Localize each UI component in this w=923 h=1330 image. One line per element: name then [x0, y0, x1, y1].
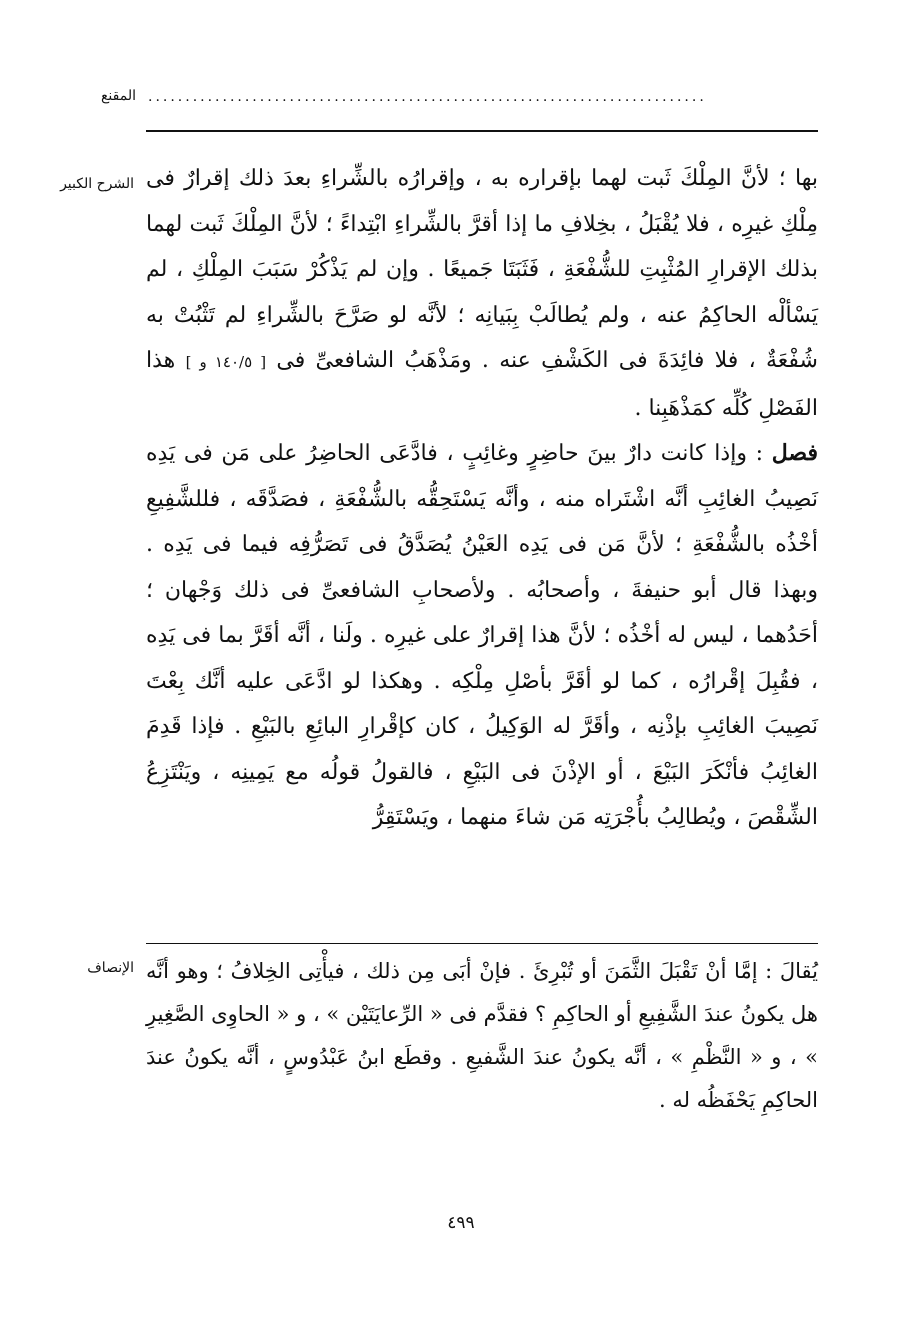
page-number: ٤٩٩	[447, 1213, 475, 1233]
paragraph-2	[146, 431, 818, 841]
paragraph-2-body: : وإذا كانت دارٌ بينَ حاضِرٍ وغائِبٍ ، فادَّعَى الحاضِرُ على مَن فى يَدِه نَصِيبُ الغائِبِ أنَّه اشْتَراه منه ، وأنَّه يَسْتَحِقُّه بالشُّفْعَةِ ، فصَدَّقَه ، فللشَّفِيعِ أخْذُه بالشُّفْعَةِ ؛ لأنَّ مَن فى يَدِه العَيْنُ يُصَدَّقُ فى تَصَرُّفِه فيما فى يَدِه . وبهذا قال أبو حنيفةَ ، وأصحابُه . ولأصحابِ الشافعىِّ فى ذلك وَجْهان ؛ أحَدُهما ، ليس له أخْذُه ؛ لأنَّ هذا إقرارٌ على غيرِه . ولَنا ، أنَّه أقَرَّ بما فى يَدِه ، فقُبِلَ إقْرارُه ، كما لو أقَرَّ بأصْلِ مِلْكِه . وهكذا لو ادَّعَى عليه أنَّك بِعْتَ نَصِيبَ الغائِبِ بإذْنِه ، وأقَرَّ له الوَكِيلُ ، كان كإقْرارِ البائِعِ بالبَيْعِ . فإذا قَدِمَ الغائِبُ فأنْكَرَ البَيْعَ ، أو الإذْنَ فى البَيْعِ ، فالقولُ قولُه مع يَمِينِه ، ويَنْتَزِعُ الشِّقْصَ ، ويُطالِبُ بأُجْرَتِه مَن شاءَ منهما ، ويَسْتَقِرُّ	[146, 441, 818, 830]
paragraph-1	[146, 156, 818, 431]
paragraph-1-end: هذا الفَصْلِ كُلِّه كمَذْهَبِنا .	[146, 348, 818, 421]
header-dot-leader: ...........................................................................	[148, 89, 707, 105]
section-label-insaf: الإنصاف	[87, 960, 134, 976]
running-title: المقنع	[100, 88, 136, 104]
section-label-sharh: الشرح الكبير	[60, 176, 134, 192]
fasl-heading: فصل	[771, 440, 818, 466]
folio-reference: [ ١٤٠/٥ و ]	[185, 353, 267, 371]
header-rule	[146, 130, 818, 132]
insaf-text	[146, 950, 818, 1122]
paragraph-1-body: بها ؛ لأنَّ المِلْكَ ثَبت لهما بإقراره به ، وإقرارُه بالشِّراءِ بعدَ ذلك إقرارٌ فى مِلْكِ غيرِه ، فلا يُقْبَلُ ، بخِلافِ ما إذا أقرَّ بالشِّراءِ ابْتِداءً ؛ لأنَّ المِلْكَ ثَبت لهما بذلك الإقرارِ المُثْبِتِ للشُّفْعَةِ ، فَثَبَتَا جَميعًا . وإن لم يَذْكُرْ سَبَبَ المِلْكِ ، لم يَسْألْه الحاكِمُ عنه ، ولم يُطالَبْ بِبَيانِه ؛ لأنَّه لو صَرَّحَ بالشِّراءِ لم تَثْبُتْ به شُفْعَةٌ ، فلا فائِدَةَ فى الكَشْفِ عنه . ومَذْهَبُ الشافعىِّ فى	[146, 166, 818, 373]
main-text	[146, 156, 818, 841]
section-divider	[146, 943, 818, 944]
insaf-paragraph: يُقالَ : إمَّا أنْ تَقْبَلَ الثَّمَنَ أو تُبْرِئَ . فإنْ أبَى مِن ذلك ، فيأْتِى الخِلافُ ؛ وهو أنَّه هل يكونُ عندَ الشَّفِيعِ أو الحاكِمِ ؟ فقدَّم فى « الرِّعايَتَيْن » ، و « الحاوِى الصَّغِيرِ » ، و « النَّظْمِ » ، أنَّه يكونُ عندَ الشَّفيعِ . وقطَع ابنُ عَبْدُوسٍ ، أنَّه يكونُ عندَ الحاكِمِ يَحْفَظُه له .	[146, 959, 818, 1112]
